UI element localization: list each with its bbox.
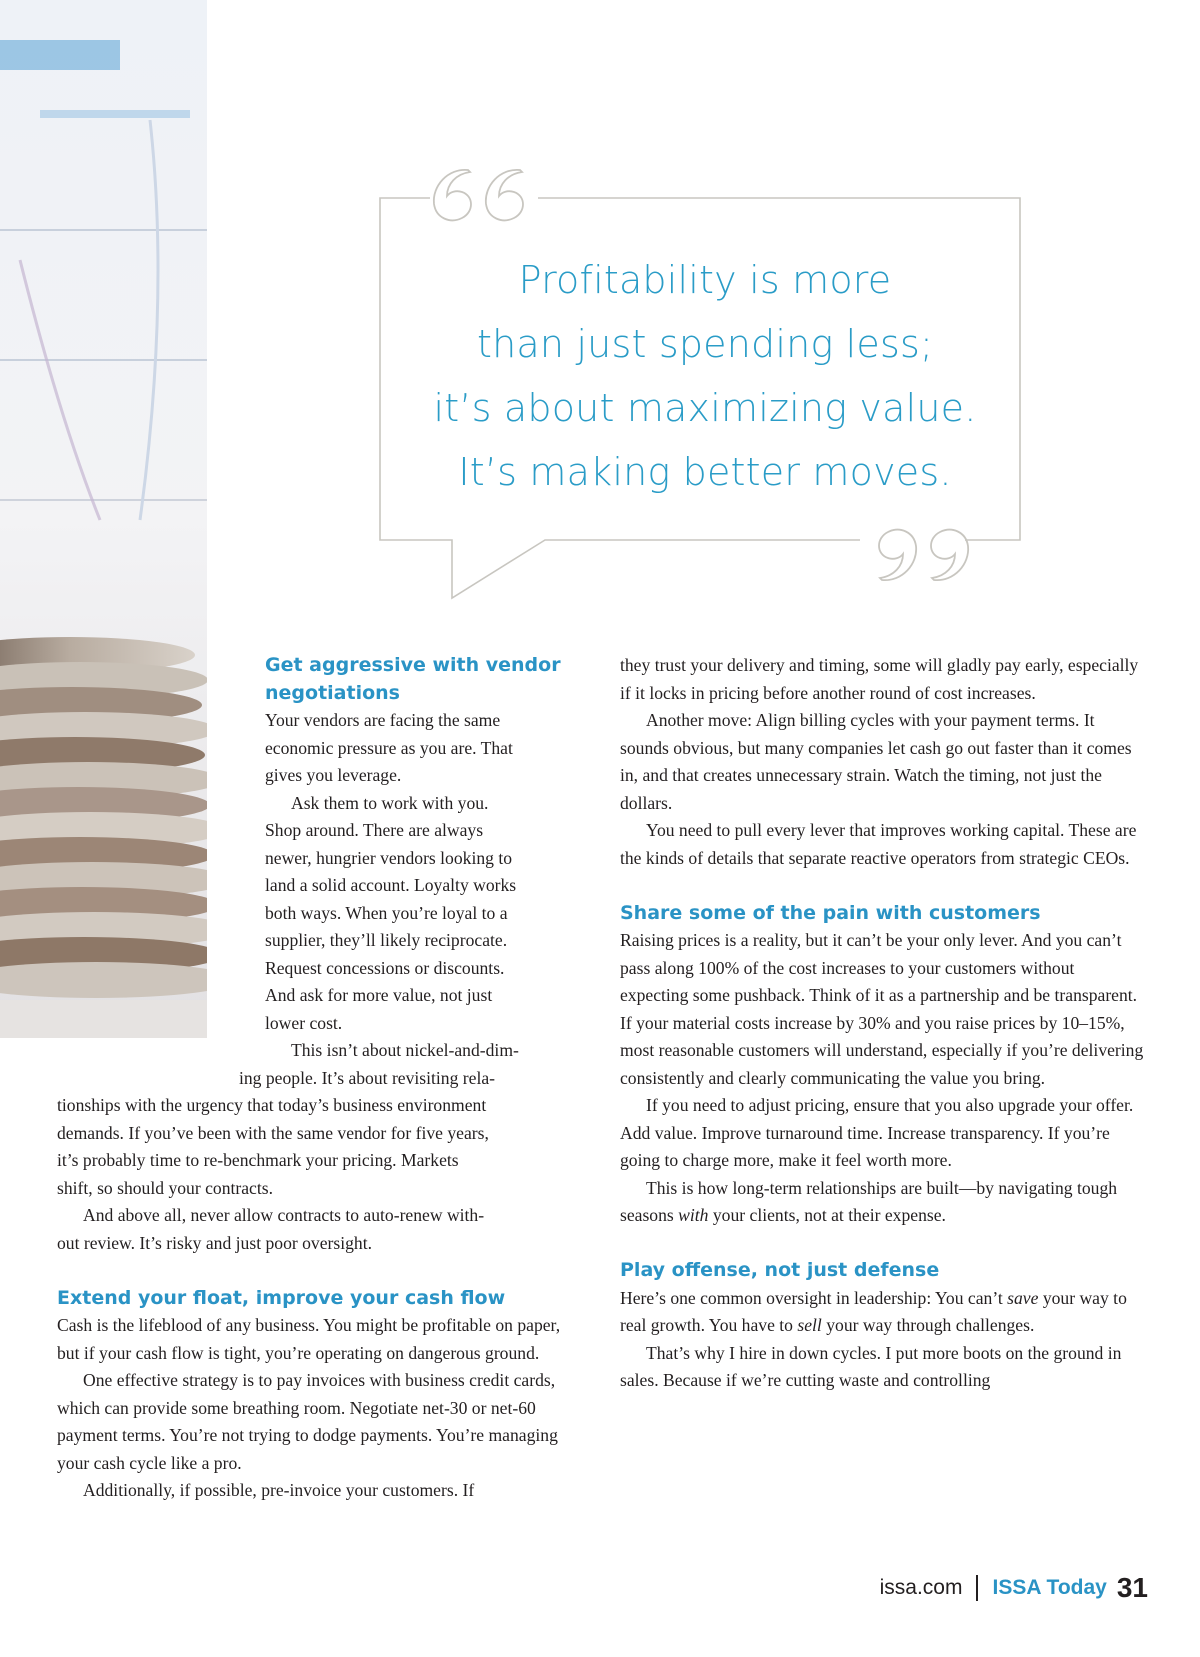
quote-line: It’s making better moves. <box>458 450 952 494</box>
paragraph: One effective strategy is to pay invoices with business credit cards, which can provide some breathing room. Negotiate net-30 or net-60 payment terms. You’re not trying to dodge payments. You’re managing your cash cycle like a pro. <box>57 1370 558 1473</box>
open-quote-icon <box>434 170 523 220</box>
paragraph: Your vendors are facing the same economic pressure as you are. That gives you leverage. <box>265 710 513 785</box>
close-quote-icon <box>879 530 968 580</box>
paragraph: tionships with the urgency that today’s business environment demands. If you’ve been with the same vendor for five years, it’s probably time to re-benchmark your pricing. Markets shift, so should your contracts. <box>57 1095 489 1198</box>
footer-divider <box>976 1575 978 1601</box>
paragraph: This isn’t about nickel-and-dim- ing people. It’s about revisiting rela- <box>239 1040 519 1088</box>
paragraph: they trust your delivery and timing, some will gladly pay early, especially if it locks in pricing before another round of cost increases. <box>620 655 1139 703</box>
paragraph: And above all, never allow contracts to auto-renew with- out review. It’s risky and just poor oversight. <box>57 1205 485 1253</box>
page-number: 31 <box>1116 1572 1148 1603</box>
heading-share-pain: Share some of the pain with customers <box>620 901 1041 924</box>
paragraph: Raising prices is a reality, but it can’t be your only lever. And you can’t pass along 100% of the cost increases to your customers without expecting some pushback. Think of it as a partnership and be transparent. If your material costs increase by 30% and you raise prices by 10–15%, most reasonable customers will understand, especially if you’re delivering consistently and clearly communicating the value you bring. <box>620 930 1144 1088</box>
left-column-wide <box>57 1092 583 1505</box>
pull-quote <box>0 0 1200 620</box>
pull-quote-text <box>400 248 1010 504</box>
paragraph: Another move: Align billing cycles with your payment terms. It sounds obvious, but many companies let cash go out faster than it comes in, and that creates unnecessary strain. Watch the timing, not just the dollars. <box>620 710 1132 813</box>
quote-line: Profitability is more <box>518 258 892 302</box>
left-column-narrow <box>239 652 583 1092</box>
page-footer <box>880 1568 1148 1608</box>
magazine-name: ISSA Today <box>992 1576 1107 1599</box>
paragraph: Cash is the lifeblood of any business. You might be profitable on paper, but if your cash flow is tight, you’re operating on dangerous ground. <box>57 1315 561 1363</box>
paragraph: This is how long-term relationships are built—by navigating tough seasons with your clients, not at their expense. <box>620 1177 1118 1225</box>
quote-line: it’s about maximizing value. <box>433 386 977 430</box>
paragraph: Here’s one common oversight in leadership: You can’t save your way to real growth. You have to sell your way through challenges. <box>620 1287 1127 1335</box>
paragraph: That’s why I hire in down cycles. I put more boots on the ground in sales. Because if we’re cutting waste and controlling <box>620 1342 1122 1390</box>
paragraph: You need to pull every lever that improves working capital. These are the kinds of details that separate reactive operators from strategic CEOs. <box>620 820 1137 868</box>
paragraph: If you need to adjust pricing, ensure that you also upgrade your offer. Add value. Improve turnaround time. Increase transparency. If you’re going to charge more, make it feel worth more. <box>620 1095 1134 1170</box>
heading-cash-flow: Extend your float, improve your cash flow <box>57 1286 506 1309</box>
paragraph: Ask them to work with you. Shop around. There are always newer, hungrier vendors looking to land a solid account. Loyalty works both ways. When you’re loyal to a supplier, they’ll likely reciprocate. Request concessions or discounts. And ask for more value, not just lower cost. <box>265 792 517 1033</box>
paragraph: Additionally, if possible, pre-invoice your customers. If <box>83 1480 475 1500</box>
heading-play-offense: Play offense, not just defense <box>620 1259 940 1281</box>
site-url: issa.com <box>879 1576 963 1599</box>
quote-line: than just spending less; <box>476 322 933 366</box>
right-column <box>620 652 1145 1395</box>
heading-vendor-negotiations: Get aggressive with vendor negotiations <box>265 654 561 704</box>
